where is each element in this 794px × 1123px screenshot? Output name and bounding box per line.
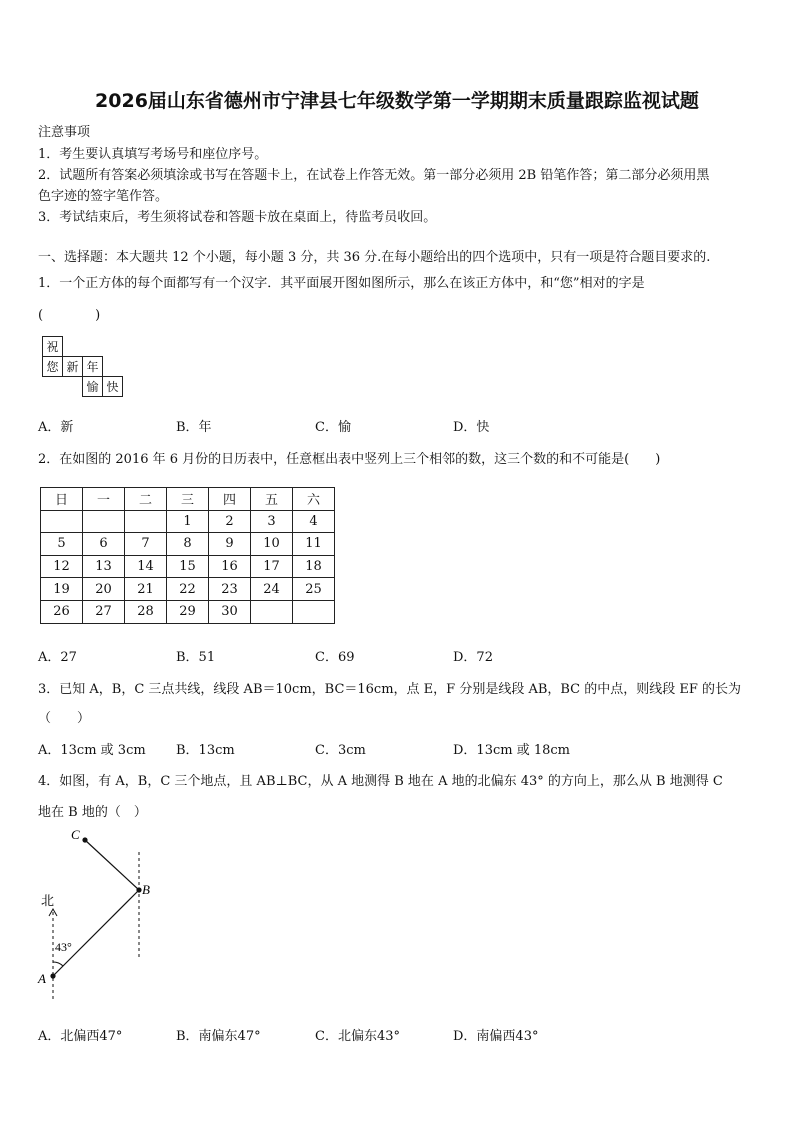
q4-option-c[interactable]: C．北偏东43° xyxy=(315,1029,400,1044)
calendar-row xyxy=(41,510,335,533)
calendar-cell: 17 xyxy=(251,555,293,578)
calendar-cell: 1 xyxy=(167,510,209,533)
net-cell: 您 xyxy=(43,357,63,377)
calendar-cell: 20 xyxy=(83,578,125,601)
calendar-cell: 4 xyxy=(293,510,335,533)
q4-option-d[interactable]: D．南偏西43° xyxy=(453,1029,539,1044)
calendar-cell: 2 xyxy=(209,510,251,533)
label-angle: 43° xyxy=(55,940,72,954)
direction-figure xyxy=(30,820,190,1010)
q4-stem: 4．如图，有 A，B，C 三个地点，且 AB⊥BC，从 A 地测得 B 地在 A 地的北偏东 43° 的方向上，那么从 B 地测得 C xyxy=(38,774,723,789)
calendar-header-cell: 六 xyxy=(293,488,335,511)
q1-stem: 1．一个正方体的每个面都写有一个汉字．其平面展开图如图所示，那么在该正方体中，和“您”相对的字是 xyxy=(38,276,645,291)
calendar-header-cell: 三 xyxy=(167,488,209,511)
calendar-cell: 21 xyxy=(125,578,167,601)
q1-option-c[interactable]: C．愉 xyxy=(315,420,351,435)
segment-ab xyxy=(53,890,139,976)
q4-option-a[interactable]: A．北偏西47° xyxy=(38,1029,123,1044)
calendar-header-cell: 一 xyxy=(83,488,125,511)
q3-option-c[interactable]: C．3cm xyxy=(315,743,366,758)
notice-item: 2．试题所有答案必须填涂或书写在答题卡上，在试卷上作答无效。第一部分必须用 2B 铅笔作答；第二部分必须用黑 xyxy=(38,168,710,183)
calendar-cell: 11 xyxy=(293,533,335,556)
q3-stem: 3．已知 A，B，C 三点共线，线段 AB＝10cm，BC＝16cm，点 E，F 分别是线段 AB，BC 的中点，则线段 EF 的长为 xyxy=(38,682,742,697)
q2-stem: 2．在如图的 2016 年 6 月份的日历表中，任意框出表中竖列上三个相邻的数，这三个数的和不可能是( ) xyxy=(38,452,661,467)
notice-item: 色字迹的签字笔作答。 xyxy=(38,189,169,204)
calendar-header-row xyxy=(41,488,335,511)
label-north: 北 xyxy=(41,894,55,909)
calendar-cell: 6 xyxy=(83,533,125,556)
q2-option-d[interactable]: D．72 xyxy=(453,650,493,665)
calendar-header-cell: 日 xyxy=(41,488,83,511)
cube-net xyxy=(42,336,123,397)
q4-option-b[interactable]: B．南偏东47° xyxy=(176,1029,261,1044)
calendar-cell: 8 xyxy=(167,533,209,556)
calendar-cell: 27 xyxy=(83,600,125,623)
calendar-cell: 22 xyxy=(167,578,209,601)
q3-paren: （ ） xyxy=(38,711,91,726)
point-a xyxy=(50,973,55,978)
calendar-row xyxy=(41,600,335,623)
page-title: 2026届山东省德州市宁津县七年级数学第一学期期末质量跟踪监视试题 xyxy=(95,90,699,112)
calendar-header-cell: 四 xyxy=(209,488,251,511)
calendar-cell: 18 xyxy=(293,555,335,578)
q1-option-d[interactable]: D．快 xyxy=(453,420,490,435)
calendar-cell: 24 xyxy=(251,578,293,601)
angle-arc xyxy=(53,962,63,966)
net-cell: 新 xyxy=(63,357,83,377)
calendar-cell: 3 xyxy=(251,510,293,533)
calendar-cell: 19 xyxy=(41,578,83,601)
calendar-header-cell: 五 xyxy=(251,488,293,511)
calendar-cell xyxy=(41,510,83,533)
q4-stem-cont: 地在 B 地的（ ） xyxy=(38,805,147,820)
segment-cb xyxy=(85,840,139,890)
calendar-cell: 9 xyxy=(209,533,251,556)
section-heading: 一、选择题：本大题共 12 个小题，每小题 3 分，共 36 分.在每小题给出的四个选项中，只有一项是符合题目要求的. xyxy=(38,250,711,265)
calendar-cell: 7 xyxy=(125,533,167,556)
calendar-cell: 16 xyxy=(209,555,251,578)
notice-heading: 注意事项 xyxy=(38,125,91,140)
calendar-cell xyxy=(251,600,293,623)
net-cell: 祝 xyxy=(43,337,63,357)
q2-option-c[interactable]: C．69 xyxy=(315,650,355,665)
calendar-cell xyxy=(83,510,125,533)
label-b: B xyxy=(142,882,150,897)
calendar-cell: 23 xyxy=(209,578,251,601)
calendar-table xyxy=(40,487,335,624)
q1-option-b[interactable]: B．年 xyxy=(176,420,212,435)
q3-option-d[interactable]: D．13cm 或 18cm xyxy=(453,743,570,758)
calendar-cell: 26 xyxy=(41,600,83,623)
net-cell: 愉 xyxy=(83,377,103,397)
calendar-cell: 5 xyxy=(41,533,83,556)
calendar-row xyxy=(41,533,335,556)
q3-option-b[interactable]: B．13cm xyxy=(176,743,235,758)
q1-option-a[interactable]: A．新 xyxy=(38,420,74,435)
calendar-cell: 14 xyxy=(125,555,167,578)
q3-option-a[interactable]: A．13cm 或 3cm xyxy=(38,743,146,758)
calendar-cell xyxy=(293,600,335,623)
calendar-cell: 10 xyxy=(251,533,293,556)
calendar-cell: 15 xyxy=(167,555,209,578)
calendar-row xyxy=(41,555,335,578)
calendar-cell: 12 xyxy=(41,555,83,578)
calendar-cell: 13 xyxy=(83,555,125,578)
calendar-cell: 25 xyxy=(293,578,335,601)
calendar-row xyxy=(41,578,335,601)
label-a: A xyxy=(38,971,46,986)
calendar-cell: 29 xyxy=(167,600,209,623)
label-c: C xyxy=(71,827,80,842)
calendar-cell: 28 xyxy=(125,600,167,623)
calendar-cell: 30 xyxy=(209,600,251,623)
notice-item: 1．考生要认真填写考场号和座位序号。 xyxy=(38,147,268,162)
net-cell: 年 xyxy=(83,357,103,377)
q2-option-b[interactable]: B．51 xyxy=(176,650,216,665)
point-c xyxy=(82,837,87,842)
calendar-header-cell: 二 xyxy=(125,488,167,511)
point-b xyxy=(136,887,141,892)
notice-item: 3．考试结束后，考生须将试卷和答题卡放在桌面上，待监考员收回。 xyxy=(38,210,437,225)
q1-paren: ( ) xyxy=(38,308,101,323)
q2-option-a[interactable]: A．27 xyxy=(38,650,77,665)
net-cell: 快 xyxy=(103,377,123,397)
calendar-cell xyxy=(125,510,167,533)
